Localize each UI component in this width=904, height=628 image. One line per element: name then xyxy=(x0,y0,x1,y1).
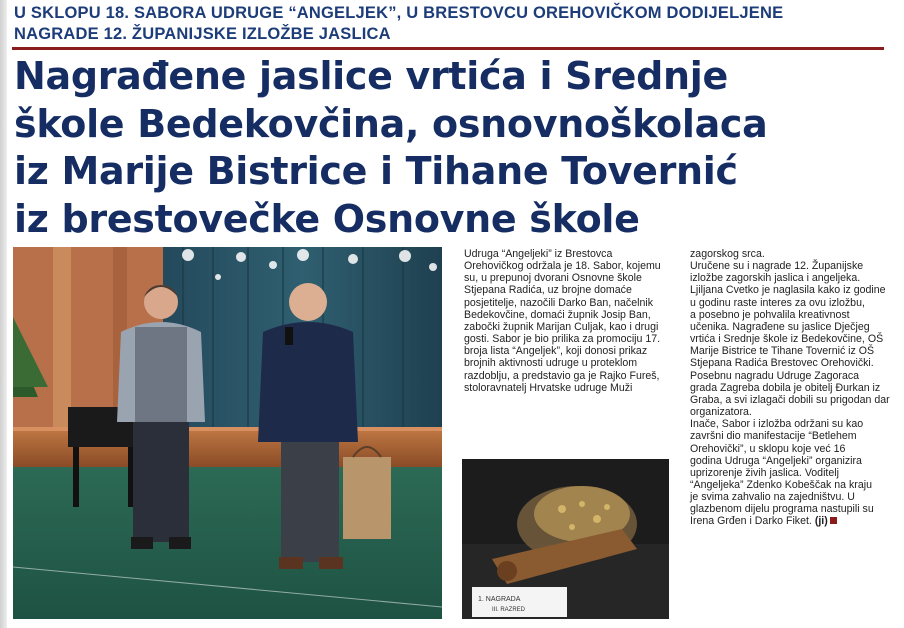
headline-line-1: Nagrađene jaslice vrtića i Srednje xyxy=(14,54,729,98)
kicker-line-1: U SKLOPU 18. SABORA UDRUGE “ANGELJEK”, U BRESTOVCU OREHOVIČKOM DODIJELJENE xyxy=(14,4,784,22)
page-edge xyxy=(0,0,7,628)
article-column-2 xyxy=(690,248,892,528)
crib-label-line-1: 1. NAGRADA xyxy=(478,596,521,603)
article-kicker xyxy=(14,3,884,45)
headline-line-4: iz brestovečke Osnovne škole xyxy=(14,196,640,241)
header-rule xyxy=(12,47,884,50)
event-photo-illustration xyxy=(13,247,442,619)
crib-label-line-2: III. RAZRED xyxy=(492,607,526,613)
article-column-2-text: zagorskog srca. Uručene su i nagrade 12. Županijske izložbe zagorskih jaslica i angeljeka. Ljiljana Cvetko je naglasila kako iz godine u godinu raste interes za ovu izložbu, a posebno je pohvalila kreativnost učenika. Nagrađene su jaslice Dječjeg vrtića i Srednje škole iz Bedekovčine, OŠ Marije Bistrice te Tihane Tovernić iz OŠ Stjepana Radića Brestovec Orehovički. Posebnu nagradu Udruge Zagoraca grada Zagreba dobila je obitelj Đurkan iz Graba, a svi izlagači dobili su prigodan dar organizatora. Inače, Sabor i izložba održani su kao završni dio manifestacije “Betlehem Orehovički”, u sklopu koje već 16 godina Udruga “Angeljeki” organizira uprizorenje živih jaslica. Voditelj “Angeljeka” Zdenko Kobeščak na kraju je svima zahvalio na zajedništvu. U glazbenom dijelu programa nastupili su Irena Grđen i Darko Fiket. xyxy=(690,248,890,528)
crib-photo-illustration xyxy=(462,459,669,619)
article-column-1: Udruga “Angeljeki” iz Brestovca Orehovičkog održala je 18. Sabor, kojemu su, u prepunoj dvorani Osnovne škole Stjepana Radića, uz brojne domaće posjetitelje, nazočili Darko Ban, načelnik Bedekovčine, domaći župnik Josip Ban, zabočki župnik Marijan Culjak, kao i drugi gosti. Sabor je bio prilika za promociju 17. broja lista “Angeljek”, koji donosi prikaz brojnih aktivnosti udruge u proteklom razdoblju, a predstavio ga je Rajko Fureš, stoloravnatelj Hrvatske udruge Muži xyxy=(464,248,661,394)
headline-line-3: iz Marije Bistrice i Tihane Tovernić xyxy=(14,149,738,193)
kicker-line-2: NAGRADE 12. ŽUPANIJSKE IZLOŽBE JASLICA xyxy=(14,25,391,43)
headline-line-2: škole Bedekovčina, osnovnoškolaca xyxy=(14,101,768,146)
author-signature: (ji) xyxy=(814,515,828,528)
end-mark xyxy=(830,517,837,524)
crib-photo xyxy=(462,459,669,619)
article-headline xyxy=(14,53,894,243)
event-photo xyxy=(13,247,442,619)
